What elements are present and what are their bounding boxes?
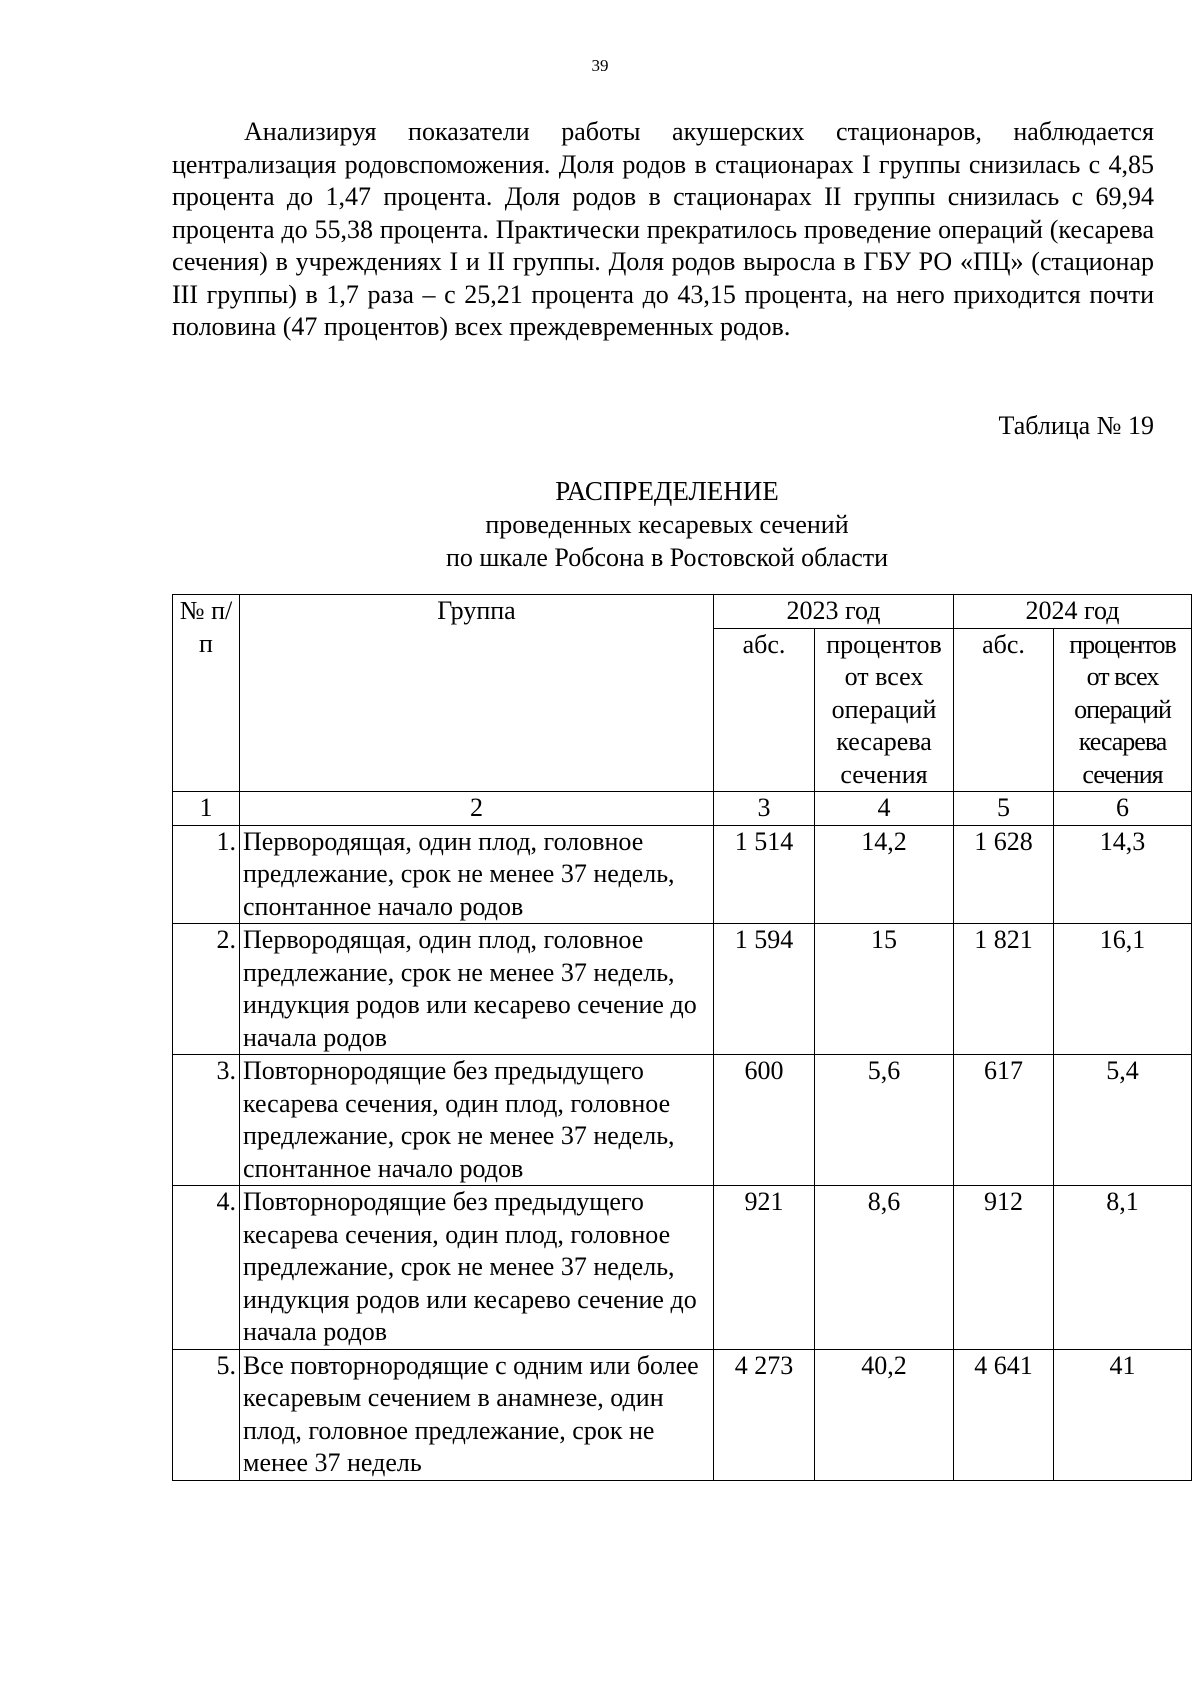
- row-abs-2024: 1 628: [954, 825, 1054, 924]
- row-num: 4.: [173, 1186, 240, 1350]
- table-row: [173, 825, 1192, 924]
- header-group: Группа: [240, 595, 714, 792]
- row-abs-2024: 617: [954, 1055, 1054, 1186]
- header-abs-2023: абс.: [714, 628, 815, 792]
- robson-table: [172, 594, 1192, 1481]
- row-abs-2024: 1 821: [954, 924, 1054, 1055]
- page-number: 39: [591, 56, 609, 75]
- header-pct-2023: процентов от всех операций кесарева сечения: [815, 628, 954, 792]
- row-pct-2024: 41: [1054, 1349, 1192, 1480]
- col-number: 4: [815, 792, 954, 826]
- table-row: [173, 924, 1192, 1055]
- header-num: № п/п: [173, 595, 240, 792]
- row-abs-2023: 1 514: [714, 825, 815, 924]
- row-pct-2023: 40,2: [815, 1349, 954, 1480]
- body-paragraph: Анализируя показатели работы акушерских стационаров, наблюдается централизация родовспоможения. Доля родов в стационарах I группы снизилась с 4,85 процента до 1,47 процента. Доля родов в стационарах II группы снизилась с 69,94 процента до 55,38 процента. Практически прекратилось проведение операций (кесарева сечения) в учреждениях I и II группы. Доля родов выросла в ГБУ РО «ПЦ» (стационар III группы) в 1,7 раза – с 25,21 процента до 43,15 процента, на него приходится почти половина (47 процентов) всех преждевременных родов.: [172, 117, 1154, 341]
- row-group: Первородящая, один плод, головное предлежание, срок не менее 37 недель, спонтанное начало родов: [240, 825, 714, 924]
- row-num: 2.: [173, 924, 240, 1055]
- row-num: 5.: [173, 1349, 240, 1480]
- col-number: 5: [954, 792, 1054, 826]
- row-pct-2024: 8,1: [1054, 1186, 1192, 1350]
- row-pct-2024: 16,1: [1054, 924, 1192, 1055]
- column-numbers-row: [173, 792, 1192, 826]
- header-year-2024: 2024 год: [954, 595, 1192, 629]
- row-abs-2023: 600: [714, 1055, 815, 1186]
- table-title-main: РАСПРЕДЕЛЕНИЕ: [555, 476, 779, 506]
- col-number: 1: [173, 792, 240, 826]
- table-row: [173, 1055, 1192, 1186]
- table-title: [0, 475, 1200, 574]
- row-abs-2023: 4 273: [714, 1349, 815, 1480]
- row-num: 1.: [173, 825, 240, 924]
- row-pct-2024: 5,4: [1054, 1055, 1192, 1186]
- table-number: Таблица № 19: [998, 411, 1154, 440]
- table-title-line3: по шкале Робсона в Ростовской области: [445, 543, 889, 572]
- col-number: 6: [1054, 792, 1192, 826]
- row-group: Повторнородящие без предыдущего кесарева сечения, один плод, головное предлежание, срок не менее 37 недель, спонтанное начало родов: [240, 1055, 714, 1186]
- row-pct-2023: 8,6: [815, 1186, 954, 1350]
- row-abs-2024: 4 641: [954, 1349, 1054, 1480]
- table-row: [173, 1349, 1192, 1480]
- table-row: [173, 1186, 1192, 1350]
- row-abs-2024: 912: [954, 1186, 1054, 1350]
- header-row: [173, 595, 1192, 629]
- row-pct-2023: 14,2: [815, 825, 954, 924]
- header-abs-2024: абс.: [954, 628, 1054, 792]
- row-group: Повторнородящие без предыдущего кесарева сечения, один плод, головное предлежание, срок не менее 37 недель, индукция родов или кесарево сечение до начала родов: [240, 1186, 714, 1350]
- col-number: 3: [714, 792, 815, 826]
- row-abs-2023: 1 594: [714, 924, 815, 1055]
- header-year-2023: 2023 год: [714, 595, 954, 629]
- row-num: 3.: [173, 1055, 240, 1186]
- row-pct-2024: 14,3: [1054, 825, 1192, 924]
- row-group: Первородящая, один плод, головное предлежание, срок не менее 37 недель, индукция родов или кесарево сечение до начала родов: [240, 924, 714, 1055]
- header-pct-2024: процентов от всех операций кесарева сечения: [1054, 628, 1192, 792]
- row-abs-2023: 921: [714, 1186, 815, 1350]
- row-pct-2023: 5,6: [815, 1055, 954, 1186]
- col-number: 2: [240, 792, 714, 826]
- row-group: Все повторнородящие с одним или более кесаревым сечением в анамнезе, один плод, головное предлежание, срок не менее 37 недель: [240, 1349, 714, 1480]
- table-title-line2: проведенных кесаревых сечений: [485, 510, 849, 539]
- row-pct-2023: 15: [815, 924, 954, 1055]
